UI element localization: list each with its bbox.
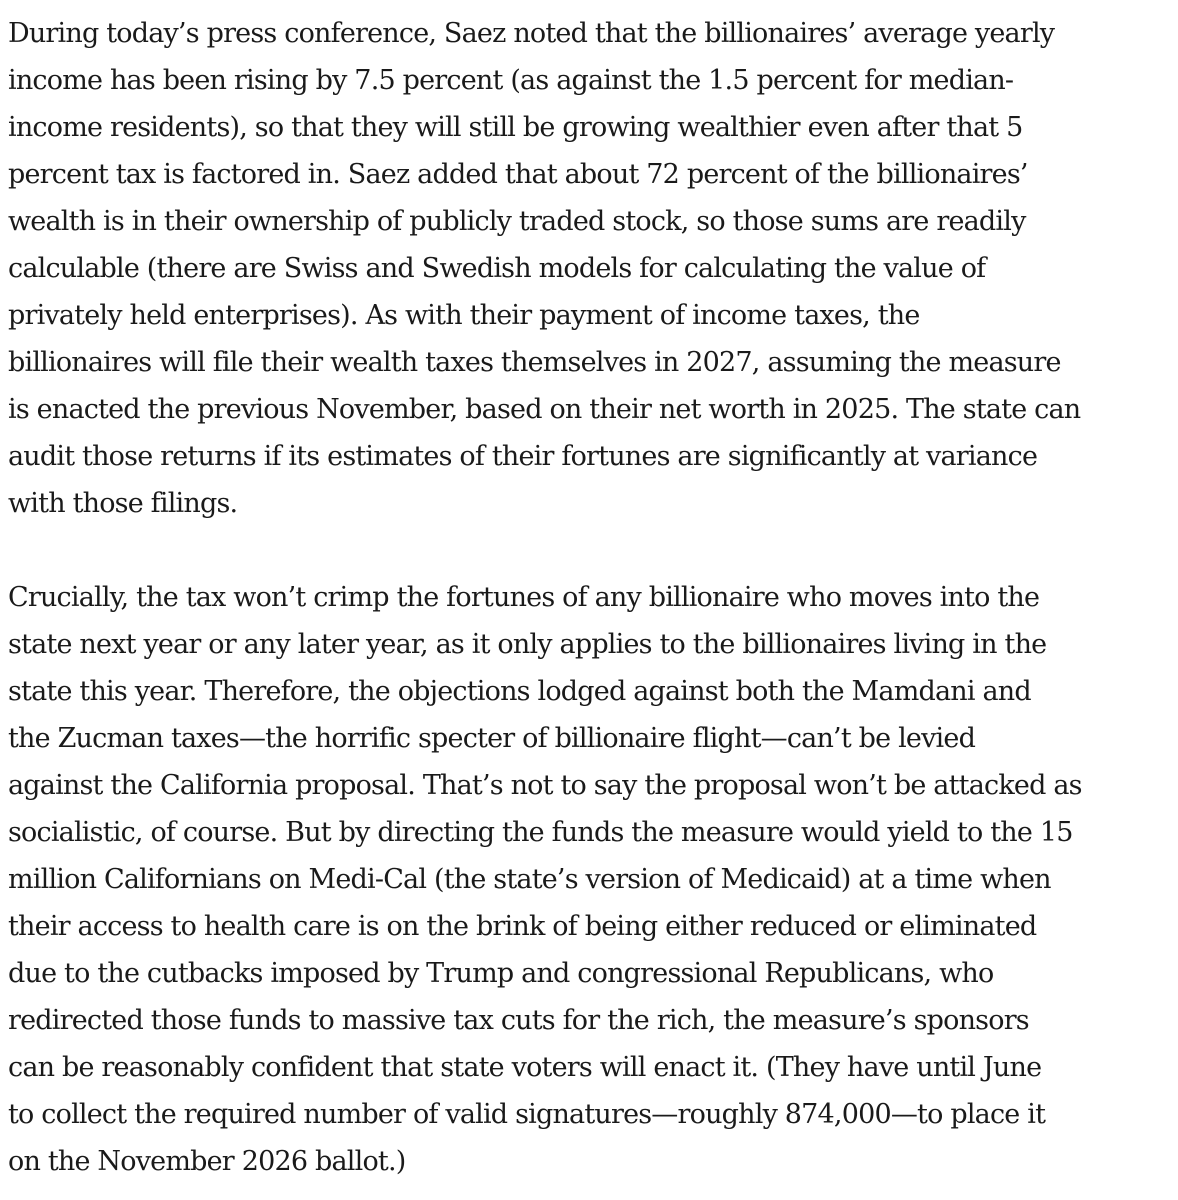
text-line: on the November 2026 ballot.) <box>8 1146 406 1177</box>
text-line: state next year or any later year, as it only applies to the billionaires living in the <box>8 629 1047 660</box>
text-line: socialistic, of course. But by directing the funds the measure would yield to the 15 <box>8 817 1073 848</box>
text-line: the Zucman taxes—the horrific specter of billionaire flight—can’t be levied <box>8 723 976 754</box>
article-paragraph <box>8 10 1170 527</box>
text-line: their access to health care is on the brink of being either reduced or eliminated <box>8 911 1037 942</box>
text-line: Crucially, the tax won’t crimp the fortunes of any billionaire who moves into the <box>8 582 1040 613</box>
article-paragraph <box>8 574 1170 1185</box>
text-line: wealth is in their ownership of publicly traded stock, so those sums are readily <box>8 206 1026 237</box>
text-line: privately held enterprises). As with their payment of income taxes, the <box>8 300 920 331</box>
text-line: During today’s press conference, Saez noted that the billionaires’ average yearly <box>8 18 1055 49</box>
text-line: percent tax is factored in. Saez added that about 72 percent of the billionaires’ <box>8 159 1028 190</box>
text-line: can be reasonably confident that state voters will enact it. (They have until June <box>8 1052 1042 1083</box>
text-line: calculable (there are Swiss and Swedish models for calculating the value of <box>8 253 986 284</box>
text-line: is enacted the previous November, based on their net worth in 2025. The state can <box>8 394 1081 425</box>
text-line: billionaires will file their wealth taxes themselves in 2027, assuming the measure <box>8 347 1061 378</box>
text-line: state this year. Therefore, the objections lodged against both the Mamdani and <box>8 676 1031 707</box>
text-line: income residents), so that they will still be growing wealthier even after that 5 <box>8 112 1023 143</box>
text-line: income has been rising by 7.5 percent (as against the 1.5 percent for median- <box>8 65 1014 96</box>
text-line: against the California proposal. That’s not to say the proposal won’t be attacked as <box>8 770 1082 801</box>
text-line: due to the cutbacks imposed by Trump and congressional Republicans, who <box>8 958 994 989</box>
article-body <box>8 10 1170 1185</box>
text-line: million Californians on Medi-Cal (the state’s version of Medicaid) at a time when <box>8 864 1051 895</box>
text-line: redirected those funds to massive tax cuts for the rich, the measure’s sponsors <box>8 1005 1029 1036</box>
text-line: audit those returns if its estimates of their fortunes are significantly at variance <box>8 441 1038 472</box>
text-line: to collect the required number of valid signatures—roughly 874,000—to place it <box>8 1099 1046 1130</box>
text-line: with those filings. <box>8 488 238 519</box>
